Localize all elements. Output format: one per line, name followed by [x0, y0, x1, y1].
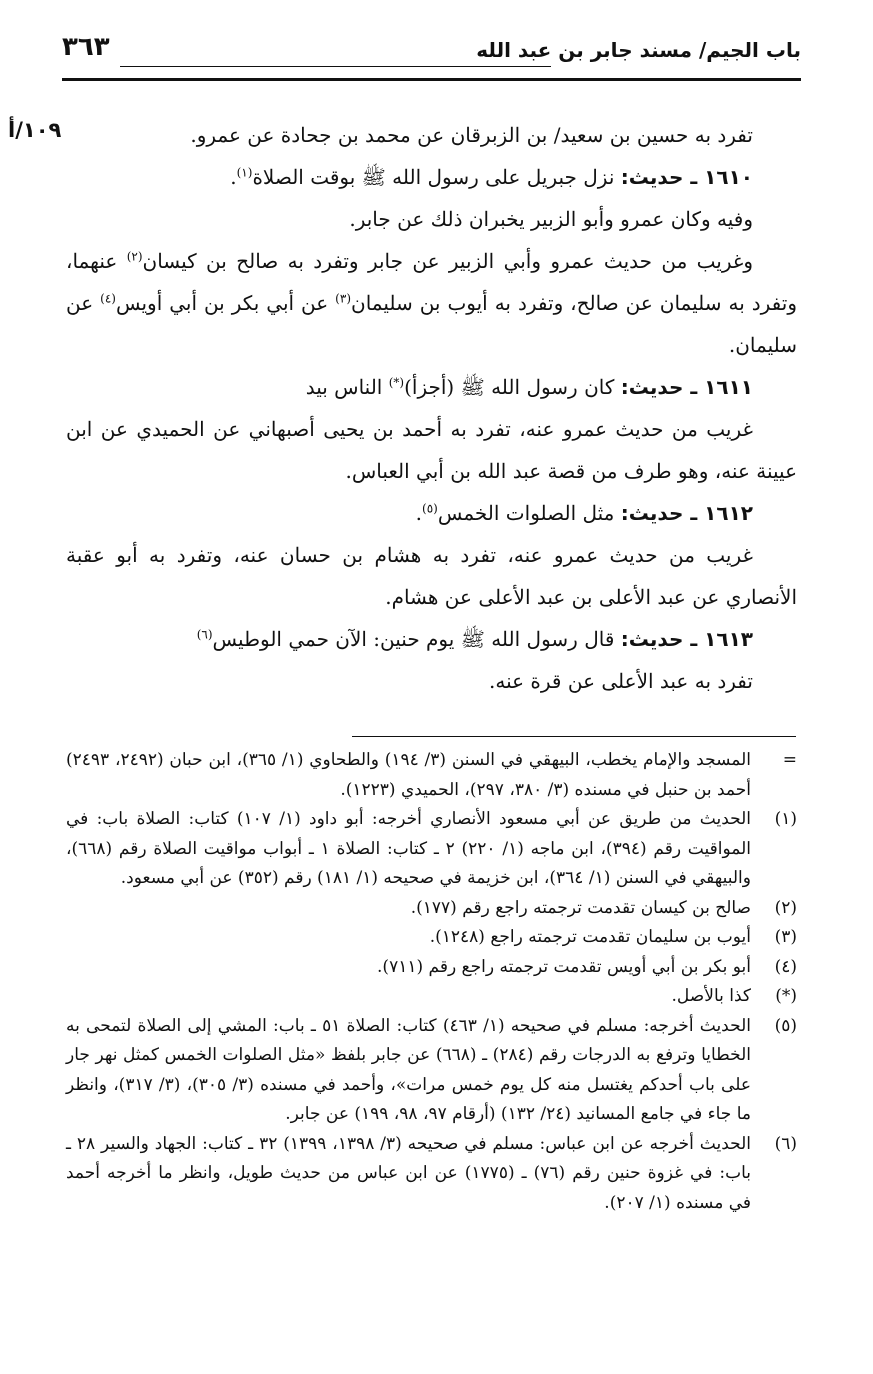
- footnote-ref: (٦): [196, 627, 213, 642]
- text-run: عنهما، وتفرد به سليمان عن صالح، وتفرد به أيوب بن سليمان: [66, 249, 798, 315]
- paragraph: تفرد به عبد الأعلى عن قرة عنه.: [489, 669, 753, 693]
- footnote-mark: (٥): [774, 1015, 797, 1036]
- hadith-number: ١٦١١ ـ حديث:: [620, 375, 753, 399]
- hadith-text: نزل جبريل على رسول الله ﷺ بوقت الصلاة: [252, 165, 615, 189]
- hadith-number: ١٦١٣ ـ حديث:: [620, 627, 753, 651]
- footnotes: [66, 746, 797, 1218]
- footnote-text: الحديث من طريق عن أبي مسعود الأنصاري أخرجه: أبو داود (١/ ١٠٧) كتاب: الصلاة باب: في المواقيت رقم (٣٩٤)، ابن ماجه (١/ ٢٢٠) ٢ ـ كتاب: الصلاة ١ ـ أبواب مواقيت الصلاة رقم (٦٦٨)، والبيهقي في السنن (١/ ٣٦٤)، ابن خزيمة في صحيحه (١/ ١٨١) رقم (٣٥٢) عن أبي مسعود.: [66, 809, 752, 888]
- hadith-1612: ١٦١٢ ـ حديث: مثل الصلوات الخمس$^{(٥)}$.: [415, 501, 753, 525]
- text-run: عن أبي بكر بن أبي أويس: [115, 291, 329, 315]
- footnote-mark: (١): [774, 809, 797, 829]
- hadith-text: مثل الصلوات الخمس: [437, 501, 615, 525]
- hadith-1613: [66, 618, 797, 660]
- footnote-mark: (٦): [774, 1133, 797, 1154]
- footnote-text: كذا بالأصل.: [671, 986, 751, 1006]
- footnote: [66, 805, 797, 894]
- footnote: [66, 1012, 797, 1130]
- folio-margin-note: ١٠٩/أ: [8, 118, 62, 142]
- hadith-number: ١٦١٢ ـ حديث:: [620, 501, 753, 525]
- text-run: عن سليمان.: [66, 291, 797, 357]
- footnote-text: صالح بن كيسان تقدمت ترجمته راجع رقم (١٧٧).: [410, 897, 751, 918]
- hadith-text: كان رسول الله ﷺ (أجزأ): [404, 375, 615, 399]
- running-title: باب الجيم/ مسند جابر بن عبد الله: [476, 38, 801, 62]
- footnote-text: الحديث أخرجه: مسلم في صحيحه (١/ ٤٦٣) كتاب: الصلاة ٥١ ـ باب: المشي إلى الصلاة لتمحى به الخطايا وترفع به الدرجات رقم (٢٨٤) ـ (٦٦٨) عن جابر بلفظ «مثل الصلوات الخمس كمثل نهر جار على باب أحدكم يغتسل منه كل يوم خمس مرات»، وأحمد في مسنده (٣/ ٣٠٥)، (٣/ ٣١٧)، وانظر ما جاء في جامع المسانيد (٢٤/ ١٣٢) (أرقام ٩٧، ٩٨، ١٩٩) عن جابر.: [66, 1015, 751, 1124]
- hadith-1610: ١٦١٠ ـ حديث: نزل جبريل على رسول الله ﷺ بوقت الصلاة$^{(١)}$.: [230, 165, 753, 189]
- footnote: [66, 894, 797, 924]
- footnote: [66, 746, 797, 805]
- footnote-ref: (١): [236, 165, 253, 180]
- footnote: [66, 953, 797, 983]
- page-number: ٣٦٣: [62, 32, 110, 62]
- footnote-text: أبو بكر بن أبي أويس تقدمت ترجمته راجع رقم (٧١١).: [377, 956, 751, 977]
- hadith-number: ١٦١٠ ـ حديث:: [620, 165, 753, 189]
- footnote-ref: (٣): [335, 291, 351, 306]
- footnote-mark: (٤): [774, 956, 797, 977]
- footnote-text: أيوب بن سليمان تقدمت ترجمته راجع (١٢٤٨).: [429, 927, 751, 947]
- text-run: وغريب من حديث عمرو وأبي الزبير عن جابر وتفرد به صالح بن كيسان: [142, 249, 754, 273]
- footnote: [66, 1130, 797, 1219]
- footnote-mark: (٣): [774, 927, 797, 947]
- paragraph: غريب من حديث عمرو عنه، تفرد به هشام بن حسان عنه، وتفرد به أبو عقبة الأنصاري عن عبد الأعلى بن عبد الأعلى عن هشام.: [66, 543, 797, 609]
- footnote-ref: (*): [388, 375, 405, 390]
- footnote-text: المسجد والإمام يخطب، البيهقي في السنن (٣/ ١٩٤) والطحاوي (١/ ٣٦٥)، ابن حبان (٢٤٩٢، ٢٤٩٣) أحمد بن حنبل في مسنده (٣/ ٣٨٠، ٢٩٧)، الحميدي (١٢٢٣).: [66, 750, 751, 800]
- main-text: [66, 114, 797, 702]
- footnote: [66, 982, 797, 1012]
- hadith-1611: [66, 366, 797, 408]
- footnote-ref: (٤): [100, 291, 116, 306]
- footnote-mark: (٢): [774, 897, 797, 918]
- hadith-text-tail: الناس بيد: [305, 375, 383, 399]
- page-header: [62, 32, 801, 74]
- footnote: [66, 923, 797, 953]
- footnote-ref: (٢): [126, 249, 143, 264]
- header-bottom-rule: [62, 78, 801, 81]
- footnote-mark: =: [782, 750, 797, 770]
- footnote-divider: [352, 736, 796, 737]
- hadith-text: قال رسول الله ﷺ يوم حنين: الآن حمي الوطيس: [212, 627, 615, 651]
- paragraph: تفرد به حسين بن سعيد/ بن الزبرقان عن محمد بن جحادة عن عمرو.: [190, 123, 753, 147]
- footnote-mark: (*): [775, 986, 797, 1006]
- footnote-ref: (٥): [422, 501, 438, 516]
- paragraph: غريب من حديث عمرو عنه، تفرد به أحمد بن يحيى أصبهاني عن الحميدي عن ابن عيينة عنه، وهو طرف من قصة عبد الله بن أبي العباس.: [66, 417, 797, 483]
- paragraph: وفيه وكان عمرو وأبو الزبير يخبران ذلك عن جابر.: [349, 207, 753, 231]
- paragraph: [66, 240, 797, 366]
- header-rule: [120, 66, 551, 67]
- footnote-text: الحديث أخرجه عن ابن عباس: مسلم في صحيحه (٣/ ١٣٩٨، ١٣٩٩) ٣٢ ـ كتاب: الجهاد والسير ٢٨ ـ باب: في غزوة حنين رقم (٧٦) ـ (١٧٧٥) عن ابن عباس من حديث طويل، وانظر ما أخرجه أحمد في مسنده (١/ ٢٠٧).: [66, 1133, 752, 1213]
